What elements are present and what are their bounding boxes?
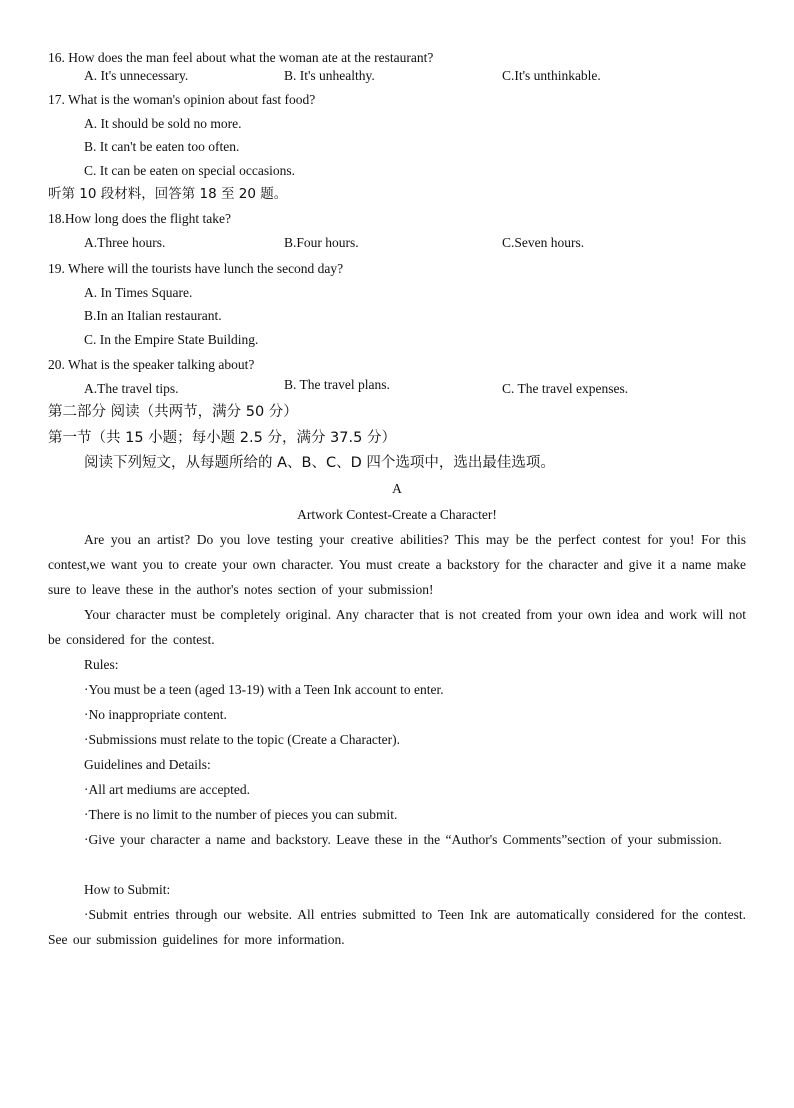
passage-letter: A bbox=[392, 481, 402, 496]
question-17-option-c: C. It can be eaten on special occasions. bbox=[84, 163, 296, 178]
section-one-heading: 第一节（共 15 小题；每小题 2.5 分，满分 37.5 分） bbox=[48, 430, 396, 446]
question-18-stem: 18.How long does the flight take? bbox=[48, 211, 231, 226]
guidelines-heading: Guidelines and Details: bbox=[84, 757, 211, 772]
question-20-option-c: C. The travel expenses. bbox=[502, 381, 629, 396]
guideline-item: ·All art mediums are accepted. bbox=[84, 782, 251, 797]
question-19-option-b: B.In an Italian restaurant. bbox=[84, 308, 222, 323]
question-16-option-b: B. It's unhealthy. bbox=[284, 68, 375, 83]
question-19-stem: 19. Where will the tourists have lunch the second day? bbox=[48, 261, 344, 276]
part-two-heading: 第二部分 阅读（共两节，满分 50 分） bbox=[48, 404, 298, 420]
passage-title: Artwork Contest-Create a Character! bbox=[297, 507, 497, 522]
question-19-option-a: A. In Times Square. bbox=[84, 285, 193, 300]
question-16-option-a: A. It's unnecessary. bbox=[84, 68, 189, 83]
question-19-option-c: C. In the Empire State Building. bbox=[84, 332, 259, 347]
question-20-option-b: B. The travel plans. bbox=[284, 377, 390, 392]
question-18-option-b: B.Four hours. bbox=[284, 235, 359, 250]
question-18-option-c: C.Seven hours. bbox=[502, 235, 585, 250]
rule-item: ·Submissions must relate to the topic (Create a Character). bbox=[84, 732, 401, 747]
guideline-item: ·Give your character a name and backstory. Leave these in the “Author's Comments”section of your submission. bbox=[84, 832, 722, 847]
question-17-stem: 17. What is the woman's opinion about fast food? bbox=[48, 92, 316, 107]
rules-heading: Rules: bbox=[84, 657, 119, 672]
question-17-option-a: A. It should be sold no more. bbox=[84, 116, 242, 131]
question-20-stem: 20. What is the speaker talking about? bbox=[48, 357, 255, 372]
question-16-option-c: C.It's unthinkable. bbox=[502, 68, 601, 83]
question-17-option-b: B. It can't be eaten too often. bbox=[84, 139, 240, 154]
submit-instruction: ·Submit entries through our website. All entries submitted to Teen Ink are automatically considered for the contest. See our submission guidelines for more information. bbox=[48, 907, 746, 947]
passage-paragraph-1: Are you an artist? Do you love testing your creative abilities? This may be the perfect contest for you! For this contest,we want you to create your own character. You must create a backstory for the character and give it a name make sure to leave these in the author's notes section of your submission! bbox=[48, 532, 746, 597]
guideline-item: ·There is no limit to the number of pieces you can submit. bbox=[84, 807, 398, 822]
section-10-instruction: 听第 10 段材料，回答第 18 至 20 题。 bbox=[48, 186, 288, 202]
question-16-stem: 16. How does the man feel about what the woman ate at the restaurant? bbox=[48, 50, 434, 65]
rule-item: ·No inappropriate content. bbox=[84, 707, 227, 722]
rule-item: ·You must be a teen (aged 13-19) with a Teen Ink account to enter. bbox=[84, 682, 444, 697]
reading-instruction: 阅读下列短文，从每题所给的 A、B、C、D 四个选项中，选出最佳选项。 bbox=[84, 455, 555, 471]
question-20-option-a: A.The travel tips. bbox=[84, 381, 179, 396]
passage-paragraph-2: Your character must be completely original. Any character that is not created from your own idea and work will not be considered for the contest. bbox=[48, 607, 746, 647]
question-18-option-a: A.Three hours. bbox=[84, 235, 166, 250]
how-to-submit-heading: How to Submit: bbox=[84, 882, 171, 897]
